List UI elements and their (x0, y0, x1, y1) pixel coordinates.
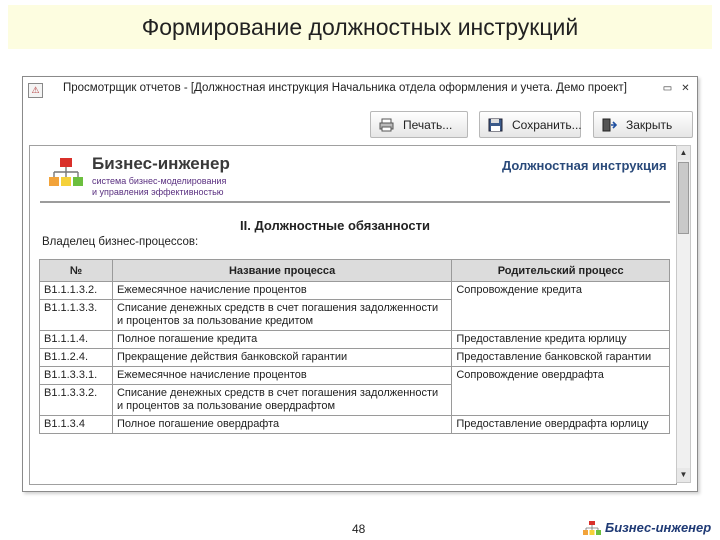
document-type: Должностная инструкция (502, 158, 667, 173)
process-number: B1.1.3.3.2. (40, 385, 113, 416)
scrollbar-thumb[interactable] (678, 162, 689, 234)
save-button[interactable] (479, 111, 581, 138)
parent-process: Сопровождение кредита (452, 282, 670, 331)
page-number: 48 (352, 522, 366, 536)
close-label: Закрыть (626, 118, 673, 132)
table-row (40, 349, 670, 367)
parent-process: Предоставление банковской гарантии (452, 349, 670, 367)
process-name: Полное погашение кредита (112, 331, 451, 349)
section-title: II. Должностные обязанности (240, 218, 430, 233)
printer-icon (379, 118, 394, 132)
process-number: B1.1.1.3.3. (40, 300, 113, 331)
column-header: Родительский процесс (452, 260, 670, 282)
footer-brand-logo (583, 520, 718, 538)
process-name: Ежемесячное начисление процентов (112, 367, 451, 385)
table-row (40, 282, 670, 300)
report-document (29, 145, 677, 485)
exit-door-icon (602, 118, 617, 132)
print-label: Печать... (403, 118, 453, 132)
process-name: Списание денежных средств в счет погашения задолженности и процентов за пользование кредитом (112, 300, 451, 331)
process-number: B1.1.1.4. (40, 331, 113, 349)
print-button[interactable] (370, 111, 468, 138)
parent-process: Предоставление овердрафта юрлицу (452, 416, 670, 434)
table-row (40, 331, 670, 349)
parent-process: Сопровождение овердрафта (452, 367, 670, 416)
close-icon[interactable]: ✕ (681, 83, 690, 94)
column-header: № (40, 260, 113, 282)
process-table (39, 259, 670, 434)
scroll-up-icon[interactable]: ▲ (677, 146, 690, 160)
toolbar (23, 103, 697, 141)
process-name: Полное погашение овердрафта (112, 416, 451, 434)
process-name: Списание денежных средств в счет погашения задолженности и процентов за пользование овердрафтом (112, 385, 451, 416)
process-number: B1.1.3.4 (40, 416, 113, 434)
save-icon (488, 118, 503, 132)
process-name: Ежемесячное начисление процентов (112, 282, 451, 300)
app-icon: ⚠ (28, 83, 43, 98)
process-number: B1.1.1.3.2. (40, 282, 113, 300)
window-titlebar (23, 77, 697, 103)
table-header-row (40, 260, 670, 282)
report-viewer-window (22, 76, 698, 492)
column-header: Название процесса (112, 260, 451, 282)
brand-logo-small-icon (583, 521, 601, 537)
brand-logo-icon (48, 157, 84, 193)
vertical-scrollbar[interactable] (676, 145, 691, 483)
slide-title: Формирование должностных инструкций (8, 5, 712, 49)
table-row (40, 367, 670, 385)
process-number: B1.1.2.4. (40, 349, 113, 367)
close-button[interactable] (593, 111, 693, 138)
scroll-down-icon[interactable]: ▼ (677, 468, 690, 482)
owner-label: Владелец бизнес-процессов: (42, 236, 199, 248)
parent-process: Предоставление кредита юрлицу (452, 331, 670, 349)
table-row (40, 416, 670, 434)
logo-name: Бизнес-инженер (92, 154, 230, 173)
save-label: Сохранить... (512, 118, 582, 132)
logo-subtitle-line2: и управления эффективностью (92, 187, 224, 197)
process-number: B1.1.3.3.1. (40, 367, 113, 385)
document-divider (40, 201, 670, 203)
process-name: Прекращение действия банковской гарантии (112, 349, 451, 367)
window-title: Просмотрщик отчетов - [Должностная инструкция Начальника отдела оформления и учета. Демо проект] (63, 82, 627, 94)
logo-subtitle-line1: система бизнес-моделирования (92, 176, 227, 186)
footer-brand-name: Бизнес-инженер (605, 520, 712, 535)
minimize-icon[interactable]: ▭ (662, 83, 673, 94)
